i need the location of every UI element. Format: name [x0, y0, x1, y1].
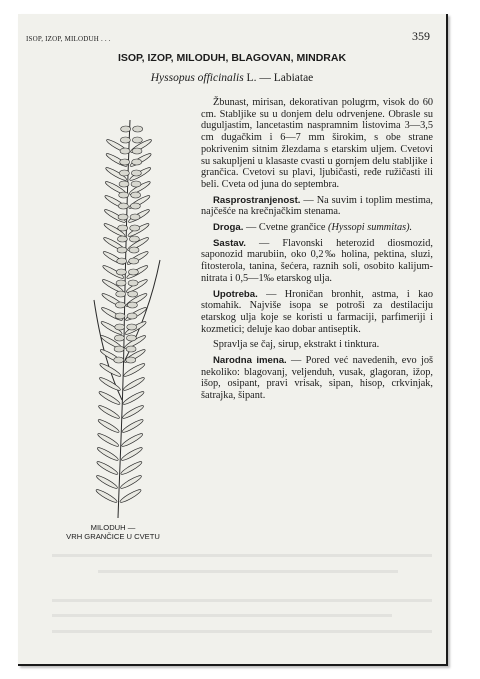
composition-text: — Flavonski heterozid diosmozid, saponozid marubiin, oko 0,2‰ holina, pektina, sluzi, fitosterola, tanina, šećera, raznih soli, osobito kalijum-nitrata i 0,5—1‰ etarskog ulja.: [201, 237, 433, 284]
flower-whorl: [117, 236, 127, 242]
flower-whorl: [120, 148, 130, 154]
flower-whorl: [114, 357, 124, 363]
drug-text: — Cvetne grančice: [243, 222, 329, 234]
leaf-shape: [120, 446, 143, 462]
bleed-through-line: [52, 614, 392, 617]
caption-line-1: MILODUH —: [90, 523, 136, 532]
drug-heading: Droga.: [213, 222, 244, 234]
flower-whorl: [121, 126, 131, 132]
distribution-paragraph: [201, 195, 433, 218]
leaf-shape: [99, 362, 122, 378]
bleed-through-line: [52, 554, 432, 557]
leaf-shape: [121, 404, 144, 420]
folk-names-text: — Pored već navedenih, evo još nekoliko: blagovanj, veljenduh, vusak, glagoran, ižop, išop, osipant, pravi vrisak, sipan, hisop, crkvinjak, šatrajka, šipant.: [201, 355, 433, 402]
folk-names-heading: Narodna imena.: [213, 355, 287, 367]
composition-paragraph: [201, 238, 433, 285]
flower-whorl: [115, 302, 125, 308]
flower-whorl: [126, 335, 136, 341]
leaf-shape: [119, 474, 142, 490]
usage-paragraph: [201, 289, 433, 336]
leaf-shape: [95, 474, 118, 490]
leaf-shape: [98, 390, 121, 406]
flower-whorl: [119, 181, 129, 187]
leaf-shape: [121, 418, 144, 434]
preparation-paragraph: Spravlja se čaj, sirup, ekstrakt i tinktura.: [213, 339, 380, 351]
flower-whorl: [132, 148, 142, 154]
flower-whorl: [126, 346, 136, 352]
leaf-shape: [96, 446, 119, 462]
distribution-text: — Na suvim i toplim mestima, najčešće na krečnjačkim stenama.: [201, 194, 433, 218]
flower-whorl: [131, 181, 141, 187]
book-page: [18, 14, 448, 666]
flower-whorl: [129, 247, 139, 253]
flower-whorl: [130, 214, 140, 220]
flower-whorl: [130, 225, 140, 231]
flower-whorl: [129, 236, 139, 242]
flower-whorl: [130, 203, 140, 209]
distribution-heading: Rasprostranjenost.: [213, 194, 301, 206]
leaf-shape: [122, 390, 145, 406]
flower-whorl: [120, 137, 130, 143]
leaf-shape: [97, 404, 120, 420]
usage-heading: Upotreba.: [213, 288, 258, 300]
bleed-through-line: [98, 570, 398, 573]
flower-whorl: [126, 357, 136, 363]
flower-whorl: [119, 170, 129, 176]
composition-heading: Sastav.: [213, 237, 246, 249]
leaf-shape: [97, 432, 120, 448]
description-paragraph: Žbunast, mirisan, dekorativan polugrm, visok do 60 cm. Stabljike su u donjem delu odrvenjene. Obrasle su duguljastim, lancetastim naspramnim listovima 3—3,5 cm dugačkim i 6—7 mm širokim, s obe strane pokrivenim sitnim žlezdama s etarskim uljem. Cvetovi su sakupljeni u klasaste cvasti u gornjem delu stabljike i grančica. Cvetovi su plavi, ljubičasti, ređe ružičasti ili beli. Cveta od juna do septembra.: [201, 97, 433, 190]
leaf-shape: [95, 488, 118, 504]
species-subtitle: [18, 72, 446, 84]
flower-whorl: [114, 346, 124, 352]
bleed-through-line: [52, 599, 432, 602]
leaf-shape: [119, 488, 142, 504]
flower-whorl: [133, 126, 143, 132]
flower-whorl: [116, 269, 126, 275]
flower-whorl: [119, 192, 129, 198]
flower-whorl: [116, 280, 126, 286]
family-name: L. — Labiatae: [243, 72, 314, 84]
flower-whorl: [116, 291, 126, 297]
flower-whorl: [128, 269, 138, 275]
flower-whorl: [117, 258, 127, 264]
flower-whorl: [115, 324, 125, 330]
flower-whorl: [132, 137, 142, 143]
flower-whorl: [127, 313, 137, 319]
flower-whorl: [114, 335, 124, 341]
leaf-shape: [121, 432, 144, 448]
flower-whorl: [127, 302, 137, 308]
article-body: [201, 97, 433, 406]
leaf-shape: [97, 418, 120, 434]
drug-latin: (Hyssopi summitas).: [328, 222, 413, 234]
page-title: ISOP, IZOP, MILODUH, BLAGOVAN, MINDRAK: [117, 52, 347, 64]
plant-illustration: [60, 100, 186, 520]
illustration-caption: [38, 523, 188, 541]
flower-whorl: [118, 225, 128, 231]
flower-whorl: [128, 291, 138, 297]
drug-paragraph: [201, 222, 433, 234]
flower-whorl: [118, 203, 128, 209]
leaf-shape: [96, 460, 119, 476]
flower-whorl: [115, 313, 125, 319]
flower-whorl: [131, 192, 141, 198]
flower-whorl: [127, 324, 137, 330]
flower-whorl: [132, 159, 142, 165]
flower-whorl: [118, 214, 128, 220]
folk-names-paragraph: [201, 355, 433, 402]
leaf-shape: [98, 376, 121, 392]
caption-line-2: VRH GRANČICE U CVETU: [66, 532, 160, 541]
leaf-shape: [122, 376, 145, 392]
latin-name: Hyssopus officinalis: [150, 72, 244, 84]
bleed-through-line: [52, 630, 432, 633]
leaf-shape: [123, 362, 146, 378]
running-head: ISOP, IZOP, MILODUH . . .: [26, 35, 111, 43]
usage-text: — Hroničan bronhit, astma, i kao stomahik. Najviše isopa se potroši za destilaciju etarskog ulja koje se koristi u farmaciji, parfimeriji i kozmetici; deluje kao dobar antiseptik.: [201, 288, 433, 335]
flower-whorl: [117, 247, 127, 253]
leaf-shape: [120, 460, 143, 476]
flower-whorl: [120, 159, 130, 165]
flower-whorl: [129, 258, 139, 264]
page-number: 359: [412, 29, 430, 43]
flower-whorl: [128, 280, 138, 286]
flower-whorl: [131, 170, 141, 176]
